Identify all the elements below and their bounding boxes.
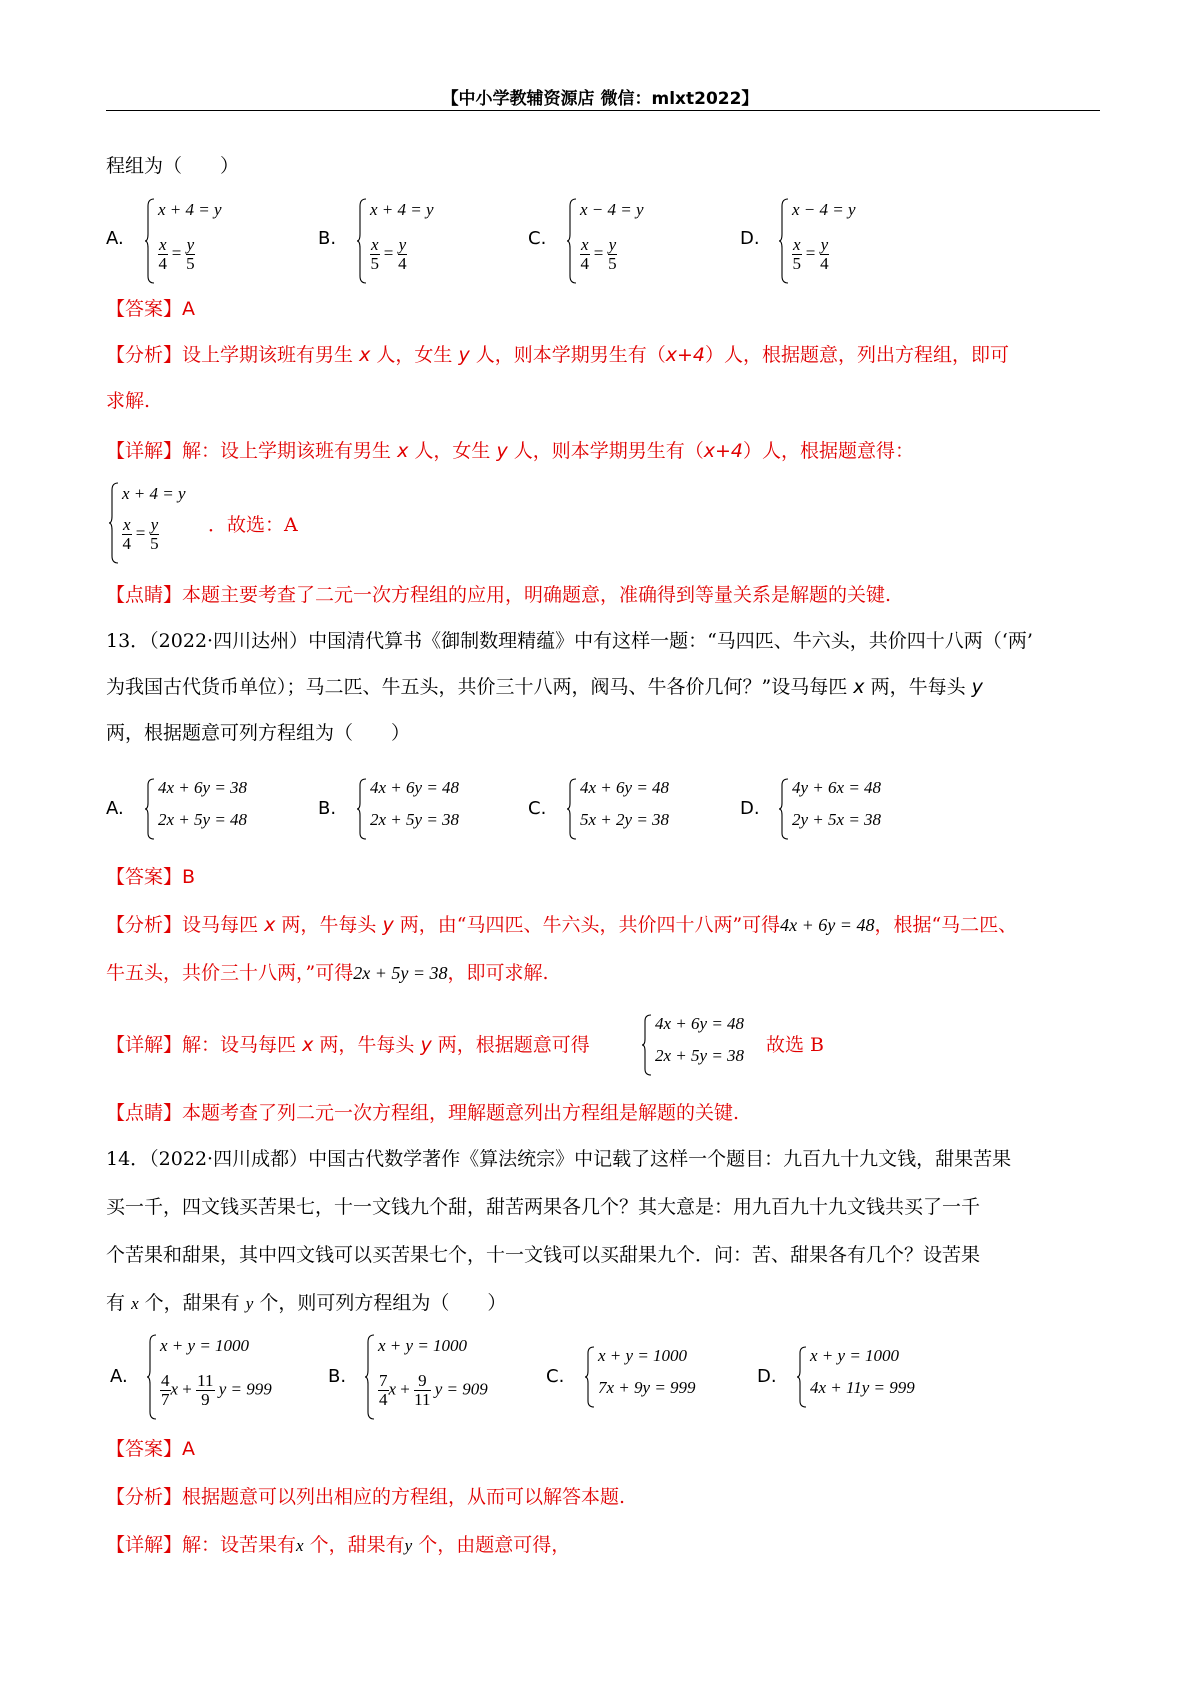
frac-den: 5	[608, 254, 617, 273]
detail-expr: x+4	[703, 440, 744, 462]
eq-line-1: x + 4 = y	[122, 484, 186, 503]
analysis-equation: 4x + 6y = 48	[780, 915, 875, 935]
q13-option-d-label[interactable]: D.	[740, 798, 760, 819]
var-x: x	[131, 1294, 139, 1313]
brace-icon	[778, 778, 790, 840]
analysis-text: ，即可求解.	[447, 962, 549, 984]
frac-num: x	[371, 235, 379, 254]
q13-analysis-line2	[106, 960, 549, 986]
analysis-tag: 【分析】	[106, 1486, 183, 1508]
q14-option-b-label[interactable]: B.	[328, 1366, 347, 1387]
eq-line-2: 2x + 5y = 48	[158, 810, 248, 829]
q13-option-b-label[interactable]: B.	[318, 798, 337, 819]
detail-text: 两，根据题意可得	[437, 1034, 590, 1056]
answer-tag: 【答案】	[106, 1438, 183, 1460]
detail-tag: 【详解】	[106, 1534, 183, 1556]
answer-tag: 【答案】	[106, 298, 183, 320]
q14-option-d-label[interactable]: D.	[757, 1366, 777, 1387]
analysis-text: 设上学期该班有男生	[182, 344, 354, 366]
detail-tag: 【详解】	[106, 440, 183, 462]
eq-line-1: x − 4 = y	[792, 200, 856, 219]
q14-stem-line4	[106, 1290, 506, 1317]
q14-option-b[interactable]	[364, 1332, 524, 1422]
q14-option-c-label[interactable]: C.	[546, 1366, 565, 1387]
eq-line-2: $\frac{4}{7}$ x + $\frac{11}{9}$ y = 999	[161, 1371, 272, 1409]
q14-stem-line2: 买一千，四文钱买苦果七，十一文钱九个甜，甜苦两果各几个？其大意是：用九百九十九文钱共买了一千	[106, 1196, 981, 1218]
analysis-text: 人，则本学期男生有（	[475, 344, 666, 366]
frac-num: x	[159, 235, 167, 254]
eq-line-2: 7x + 9y = 999	[598, 1378, 696, 1397]
q13-detail-system	[641, 1012, 761, 1082]
analysis-tag: 【分析】	[106, 914, 183, 936]
q13-detail	[106, 1032, 590, 1058]
frac-num: y	[186, 235, 195, 254]
frac-den: 7	[161, 1390, 170, 1409]
stem-text: 两，牛每头	[870, 676, 966, 698]
q13-option-c[interactable]	[566, 776, 706, 846]
frac-num: 11	[197, 1371, 214, 1390]
q13-option-c-label[interactable]: C.	[528, 798, 547, 819]
eq-line-2: $\frac{x}{4}$ = $\frac{y}{5}$	[158, 235, 195, 273]
q13-detail-tail: 故选 B	[766, 1034, 825, 1056]
eq-line-2: 5x + 2y = 38	[580, 810, 670, 829]
detail-text: 解：设上学期该班有男生	[182, 440, 392, 462]
frac-den: 4	[122, 534, 132, 553]
eq-line-2: 2x + 5y = 38	[370, 810, 460, 829]
answer-value: A	[182, 1438, 196, 1460]
eq-line-2: $\frac{7}{4}$ x + $\frac{9}{11}$ y = 909	[379, 1371, 488, 1409]
frac-num: 9	[414, 1372, 430, 1391]
q12-option-a-label[interactable]: A.	[106, 228, 124, 249]
brace-icon	[566, 198, 578, 284]
analysis-equation: 2x + 5y = 38	[353, 963, 448, 983]
var-y: y	[458, 344, 470, 366]
frac-num: x	[123, 515, 131, 534]
eq-line-1: x + 4 = y	[158, 200, 222, 219]
q12-answer	[106, 296, 195, 322]
var-x: x	[397, 440, 409, 462]
eq-line-2: 2x + 5y = 38	[655, 1046, 745, 1065]
eq-line-1: 4y + 6x = 48	[792, 778, 882, 797]
stem-text: 有	[106, 1292, 126, 1314]
analysis-text: 设马每匹	[182, 914, 259, 936]
stem-text: 为我国古代货币单位）；马二匹、牛五头，共价三十八两，阀马、牛各价几何？”设马每匹	[106, 676, 848, 698]
stem-text: 个，则可列方程组为（ ）	[259, 1292, 507, 1314]
q12-option-d-label[interactable]: D.	[740, 228, 760, 249]
q12-detail-tail: ．故选：A	[208, 514, 298, 536]
q13-stem-line3: 两，根据题意可列方程组为（ ）	[106, 722, 411, 744]
header-rule	[106, 110, 1100, 111]
frac-den: 5	[370, 254, 380, 273]
q14-stem-line3: 个苦果和甜果，其中四文钱可以买苦果七个，十一文钱可以买甜果九个．问：苦、甜果各有几个？设苦果	[106, 1244, 981, 1266]
q13-stem-line2	[106, 674, 983, 700]
detail-text: 个，由题意可得，	[418, 1534, 571, 1556]
brace-icon	[108, 482, 120, 564]
frac-num: x	[793, 235, 801, 254]
var-y: y	[245, 1294, 254, 1313]
frac-num: y	[398, 235, 407, 254]
q12-detail-system	[108, 478, 208, 568]
q14-stem-line1: 14．（2022·四川成都）中国古代数学著作《算法统宗》中记载了这样一个题目：九百九十九文钱，甜果苦果	[106, 1148, 1012, 1170]
q12-stem-tail: 程组为（ ）	[106, 155, 240, 177]
analysis-text: 牛五头，共价三十八两，”可得	[106, 962, 354, 984]
brace-icon	[356, 198, 368, 284]
eq-line-1: 4x + 6y = 48	[370, 778, 460, 797]
detail-text: 人，女生	[414, 440, 491, 462]
frac-den: 4	[158, 254, 168, 273]
detail-text: 两，牛每头	[319, 1034, 415, 1056]
brace-icon	[146, 1334, 158, 1420]
q13-option-a[interactable]	[144, 776, 284, 846]
eq-line-1: x + 4 = y	[370, 200, 434, 219]
analysis-text: 两，由“马四匹、牛六头，共价四十八两”可得	[399, 914, 781, 936]
analysis-text: 根据题意可以列出相应的方程组，从而可以解答本题.	[182, 1486, 626, 1508]
comment-text: 本题主要考查了二元一次方程组的应用，明确题意，准确得到等量关系是解题的关键.	[182, 584, 892, 606]
brace-icon	[566, 778, 578, 840]
q14-detail	[106, 1532, 570, 1559]
eq-rhs: y = 999	[218, 1379, 272, 1399]
eq-line-1: 4x + 6y = 38	[158, 778, 248, 797]
brace-icon	[584, 1346, 596, 1408]
frac-num: 7	[379, 1371, 388, 1390]
comment-tag: 【点睛】	[106, 584, 183, 606]
brace-icon	[641, 1014, 653, 1076]
q14-option-a[interactable]	[146, 1332, 306, 1422]
frac-num: x	[581, 235, 589, 254]
frac-den: 4	[580, 254, 590, 273]
eq-line-1: x + y = 1000	[378, 1336, 468, 1355]
eq-line-2: $\frac{x}{4}$ = $\frac{y}{5}$	[122, 515, 159, 553]
q14-analysis	[106, 1484, 625, 1510]
frac-den: 11	[414, 1390, 431, 1409]
comment-text: 本题考查了列二元一次方程组，理解题意列出方程组是解题的关键.	[182, 1102, 740, 1124]
var-y: y	[420, 1034, 432, 1056]
eq-rhs: y = 909	[434, 1379, 488, 1399]
q12-analysis	[106, 342, 1009, 368]
q13-option-d[interactable]	[778, 776, 918, 846]
analysis-text: ，根据“马二匹、	[874, 914, 1018, 936]
detail-tag: 【详解】	[106, 1034, 183, 1056]
brace-icon	[144, 198, 156, 284]
analysis-text: 人，女生	[376, 344, 453, 366]
eq-line-2: $\frac{x}{4}$ = $\frac{y}{5}$	[580, 235, 617, 273]
q13-stem-line1: 13．（2022·四川达州）中国清代算书《御制数理精蕴》中有这样一题：“马四匹、牛六头，共价四十八两（‘两’	[106, 630, 1033, 652]
detail-text: 解：设苦果有	[182, 1534, 297, 1556]
var-y: y	[496, 440, 508, 462]
detail-text: 人，则本学期男生有（	[513, 440, 704, 462]
frac-den: 9	[201, 1390, 210, 1409]
brace-icon	[364, 1334, 376, 1420]
eq-line-1: 4x + 6y = 48	[655, 1014, 745, 1033]
var-x: x	[264, 914, 276, 936]
frac-den: 5	[186, 254, 195, 273]
frac-num: y	[608, 235, 617, 254]
answer-tag: 【答案】	[106, 866, 183, 888]
eq-line-2: $\frac{x}{5}$ = $\frac{y}{4}$	[792, 235, 829, 273]
eq-line-1: x − 4 = y	[580, 200, 644, 219]
var-x: x	[853, 676, 865, 698]
var-y: y	[382, 914, 394, 936]
var-y: y	[971, 676, 983, 698]
analysis-expr: x+4	[665, 344, 706, 366]
q12-option-d[interactable]	[778, 196, 898, 286]
q12-detail	[106, 438, 914, 464]
analysis-tag: 【分析】	[106, 344, 183, 366]
frac-num: y	[820, 235, 829, 254]
eq-line-1: x + y = 1000	[160, 1336, 250, 1355]
eq-line-2: 4x + 11y = 999	[810, 1378, 915, 1397]
q12-option-c-label[interactable]: C.	[528, 228, 547, 249]
frac-den: 5	[150, 534, 159, 553]
q14-option-c[interactable]	[584, 1344, 734, 1414]
analysis-text: 两，牛每头	[281, 914, 377, 936]
q13-comment	[106, 1100, 739, 1126]
eq-line-1: x + y = 1000	[810, 1346, 900, 1365]
frac-den: 4	[398, 254, 407, 273]
q12-analysis-line2: 求解.	[106, 390, 151, 412]
eq-line-2: 2y + 5x = 38	[792, 810, 882, 829]
detail-text: 个，甜果有	[309, 1534, 405, 1556]
var-x: x	[302, 1034, 314, 1056]
q12-option-b-label[interactable]: B.	[318, 228, 337, 249]
frac-num: y	[150, 515, 159, 534]
frac-den: 5	[792, 254, 802, 273]
q13-answer	[106, 864, 195, 890]
answer-value: B	[182, 866, 196, 888]
q14-option-a-label[interactable]: A.	[110, 1366, 128, 1387]
eq-line-1: 4x + 6y = 48	[580, 778, 670, 797]
eq-line-2: $\frac{x}{5}$ = $\frac{y}{4}$	[370, 235, 407, 273]
q14-option-d[interactable]	[796, 1344, 946, 1414]
detail-text: 解：设马每匹	[182, 1034, 297, 1056]
brace-icon	[144, 778, 156, 840]
frac-num: 4	[161, 1371, 170, 1390]
q12-comment	[106, 582, 891, 608]
q13-analysis	[106, 912, 1017, 938]
detail-text: ）人，根据题意得：	[743, 440, 915, 462]
var-x: x	[296, 1536, 304, 1555]
frac-den: 4	[820, 254, 829, 273]
frac-den: 4	[379, 1390, 388, 1409]
eq-line-1: x + y = 1000	[598, 1346, 688, 1365]
analysis-text: ）人，根据题意，列出方程组，即可	[705, 344, 1010, 366]
page-header: 【中小学教辅资源店 微信：mlxt2022】	[441, 89, 759, 109]
q12-option-a[interactable]	[144, 196, 264, 286]
q14-answer	[106, 1436, 195, 1462]
brace-icon	[778, 198, 790, 284]
stem-text: 个，甜果有	[144, 1292, 240, 1314]
var-x: x	[359, 344, 371, 366]
q13-option-a-label[interactable]: A.	[106, 798, 124, 819]
q12-option-c[interactable]	[566, 196, 686, 286]
answer-value: A	[182, 298, 196, 320]
brace-icon	[356, 778, 368, 840]
q12-option-b[interactable]	[356, 196, 476, 286]
comment-tag: 【点睛】	[106, 1102, 183, 1124]
q13-option-b[interactable]	[356, 776, 496, 846]
brace-icon	[796, 1346, 808, 1408]
var-y: y	[404, 1536, 413, 1555]
